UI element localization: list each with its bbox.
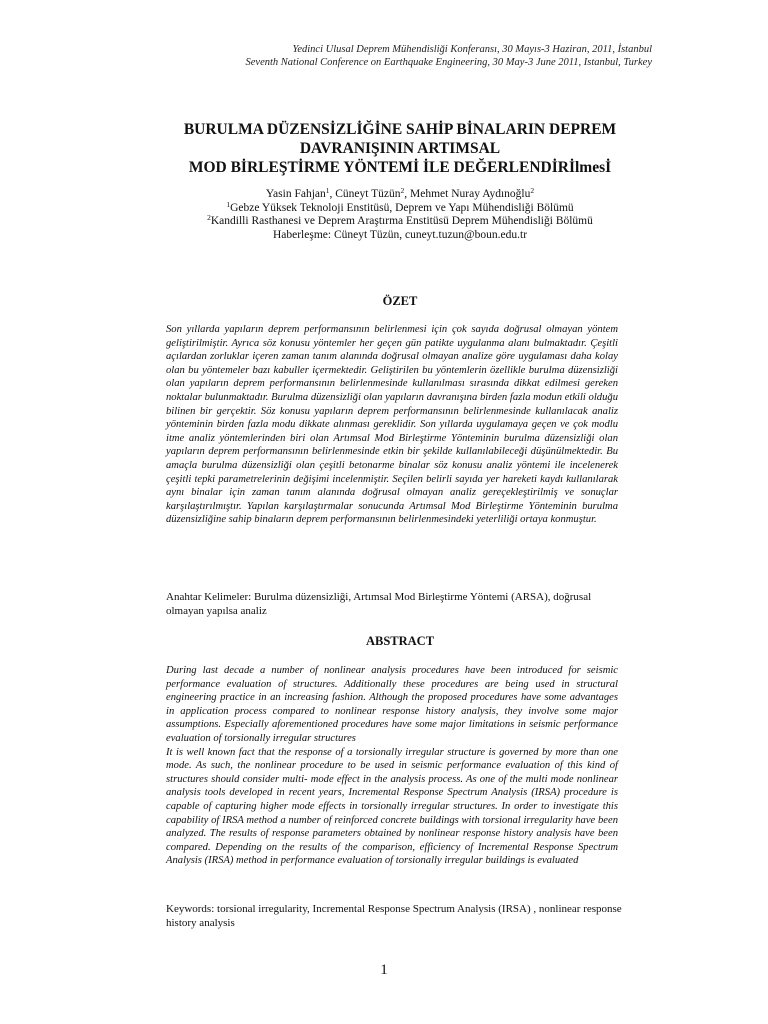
conference-header [150,43,652,69]
title-line-1: BURULMA DÜZENSİZLİĞİNE SAHİP BİNALARIN DEPREM [183,121,617,138]
paper-title [80,120,720,177]
author-separator: , [329,188,336,200]
affiliation-text: Gebze Yüksek Teknoloji Enstitüsü, Deprem ve Yapı Mühendisliği Bölümü [230,201,574,214]
ozet-keywords: Anahtar Kelimeler: Burulma düzensizliği, Artımsal Mod Birleştirme Yöntemi (ARSA), doğrusal olmayan yapılsa analiz [166,591,592,617]
conference-line-tr: Yedinci Ulusal Deprem Mühendisliği Konferansı, 30 Mayıs-3 Haziran, 2011, İstanbul [292,44,652,55]
affiliation-mark: 2 [207,213,211,222]
affiliation-1 [130,199,670,216]
author-name: Yasin Fahjan [265,188,326,200]
author-name: Cüneyt Tüzün [335,188,401,200]
ozet-body [166,323,618,527]
abstract-paragraph-2: It is well known fact that the response of a torsionally irregular structure is governed by more than one mode. As such, the nonlinear procedure to be used in seismic performance evaluation of this kind of structures should consider multi- mode effect in the analysis process. As one of the multi mode nonlinear analysis tools developed in recent years, Incremental Response Spectrum Analysis (IRSA) procedure is capable of capturing higher mode effects in torsionally irregular structures. In order to investigate this capability of IRSA method a number of reinforced concrete buildings with torsional irregularity have been analyzed. The results of response parameters obtained by nonlinear response history analysis have been compared. Depending on the results of the comparison, efficiency of Incremental Response Spectrum Analysis (IRSA) method in performance evaluation of torsionally irregular buildings is evaluated [166,746,618,867]
abstract-paragraph-1: During last decade a number of nonlinear analysis procedures have been introduced for seismic performance evaluation of structures. Additionally these procedures are being used in structural engineering practice in an increasing fashion. Although the proposed procedures have some advantages in application process compared to nonlinear response history analysis, they involve some major assumptions. Especially aforementioned procedures have some major limitations in seismic performance evaluation of torsionally irregular structures [166,665,618,744]
conference-line-en: Seventh National Conference on Earthquake Engineering, 30 May-3 June 2011, Istanbul, Turkey [245,57,652,68]
affiliation-mark: 1 [226,199,231,209]
author-affiliation-mark: 1 [325,186,330,195]
correspondence: Haberleşme: Cüneyt Tüzün, cuneyt.tuzun@boun.edu.tr [272,228,528,241]
author-block [130,188,670,242]
abstract-body [166,664,618,868]
author-affiliation-mark: 2 [530,186,535,195]
ozet-paragraph: Son yıllarda yapıların deprem performansının belirlenmesi için çok sayıda doğrusal olmayan yöntem geliştirilmiştir. Ayrıca söz konusu yöntemler her geçen gün patikte uygulanma alanı bulmaktadır. Çeşitli açılardan zorluklar içeren zaman tanım alanında doğrusal olmayan analize göre uygulaması daha kolay olan bu yöntemeler bazı kabuller içermektedir. Geliştirilen bu yöntemlerin özellikle burulma düzensizliği olan yapıların deprem performansının belirlenmesinde kullanılması sırasında dikkat edilmesi gereken noktalar bulunmaktadır. Burulma düzensizliği olan yapıların davranışına birden fazla modun etkili olduğu bilinen bir gerçektir. Söz konusu yapıların deprem performansının belirlenmesinde kullanılacak analiz yönteminin birden fazla modu dikkate alınması gereklidir. Son yıllarda uygulamaya geçen ve çok modlu itme analiz yöntemlerinden biri olan Artımsal Mod Birleştirme Yönteminin burulma düzensizliği olan yapıların deprem performansının belirlenmesinde etkin bir şekilde kullanılabileceği düşünülmektedir. Bu amaçla burulma düzensizliği olan çeşitli betonarme binalar söz konusu analiz yöntemi ile incelenerek çeşitli tepki parametrelerinin değişimi incelenmiştir. Seçilen belirli sayıda yer hareketi kaydı kullanılarak aynı binalar için zaman tanım alanında doğrusal olmayan analiz gereçekleştirilmiş ve sonuçlar karşılaştırılmıştır. Yapılan karşılaştırmalar sonucunda Artımsal Mod Birleştirme Yönteminin burulma düzensizliğine sahip binaların deprem performansının belirlenmesindeki yeterliliği ortaya konmuştur. [166,324,618,526]
abstract-keywords: Keywords: torsional irregularity, Incremental Response Spectrum Analysis (IRSA) , nonlinear response history analysis [166,903,622,929]
author-list [130,188,670,202]
affiliation-text: Kandilli Rasthanesi ve Deprem Araştırma Enstitüsü Deprem Mühendisliği Bölümü [210,215,593,227]
title-line-2: DAVRANIŞININ ARTIMSAL [299,140,501,157]
author-separator: , [404,188,411,200]
abstract-heading: ABSTRACT [365,634,435,648]
author-affiliation-mark: 2 [400,186,405,195]
title-line-3: MOD BİRLEŞTİRME YÖNTEMİ İLE DEĞERLENDİRİlmesİ [188,159,612,176]
author-name: Mehmet Nuray Aydınoğlu [410,188,531,200]
page-number: 1 [380,962,388,978]
ozet-heading: ÖZET [382,294,418,308]
affiliation-2 [130,215,670,229]
